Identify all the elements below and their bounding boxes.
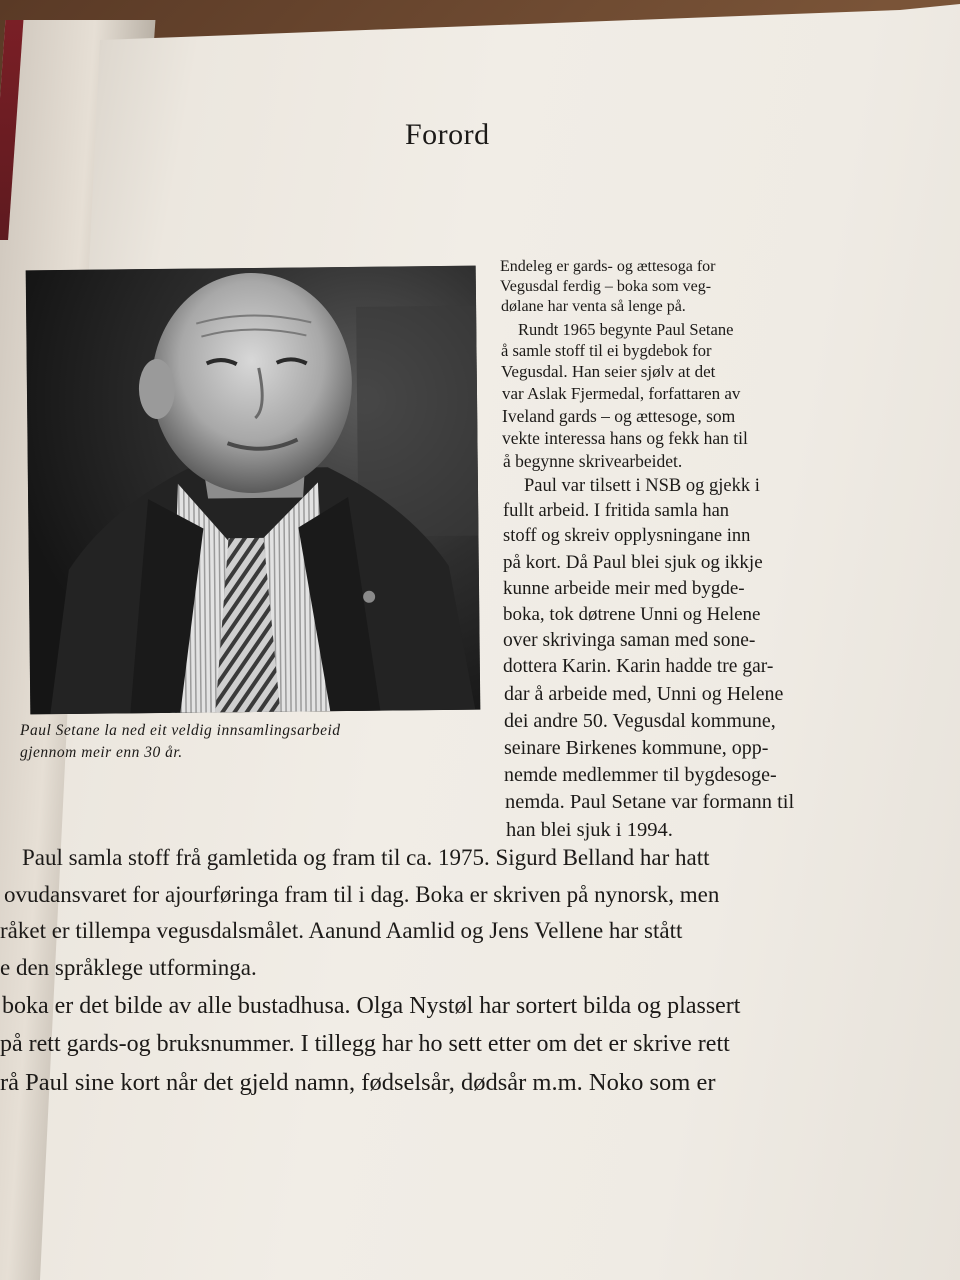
text-line: boka, tok døtrene Unni og Helene (503, 604, 761, 625)
text-line: nemda. Paul Setane var formann til (505, 791, 795, 813)
text-line: Endeleg er gards- og ættesoga for (500, 258, 716, 275)
text-line: dottera Karin. Karin hadde tre gar- (503, 656, 774, 677)
portrait-image (26, 266, 481, 715)
text-line: dølane har venta så lenge på. (501, 298, 686, 315)
text-line: dar å arbeide med, Unni og Helene (504, 683, 784, 705)
caption-line: gjennom meir enn 30 år. (20, 744, 183, 761)
text-line: råket er tillempa vegusdalsmålet. Aanund Aamlid og Jens Vellene har stått (0, 918, 683, 943)
text-line: på rett gards-og bruksnummer. I tillegg har ho sett etter om det er skrive rett (0, 1031, 730, 1057)
text-line: seinare Birkenes kommune, opp- (504, 737, 769, 759)
text-line: dei andre 50. Vegusdal kommune, (504, 710, 776, 732)
text-line: å samle stoff til ei bygdebok for (501, 341, 712, 360)
text-line: Vegusdal. Han seier sjølv at det (501, 362, 716, 381)
caption-line: Paul Setane la ned eit veldig innsamlingsarbeid (20, 722, 341, 739)
text-line: Vegusdal ferdig – boka som veg- (500, 278, 712, 295)
text-line: på kort. Då Paul blei sjuk og ikkje (503, 552, 763, 573)
text-line: rå Paul sine kort når det gjeld namn, fødselsår, dødsår m.m. Noko som er (0, 1069, 716, 1096)
text-line: Paul samla stoff frå gamletida og fram til ca. 1975. Sigurd Belland har hatt (22, 845, 710, 870)
text-line: over skrivinga saman med sone- (503, 630, 756, 651)
text-line: å begynne skrivearbeidet. (503, 451, 683, 471)
text-line: stoff og skreiv opplysningane inn (503, 526, 751, 546)
photo-caption (20, 720, 480, 764)
text-line: Rundt 1965 begynte Paul Setane (518, 320, 734, 339)
text-line: nemde medlemmer til bygdesoge- (504, 764, 777, 786)
text-line: ovudansvaret for ajourføringa fram til i dag. Boka er skriven på nynorsk, men (4, 882, 720, 907)
text-line: fullt arbeid. I fritida samla han (503, 501, 730, 521)
text-line: kunne arbeide meir med bygde- (503, 578, 745, 599)
portrait-photo (26, 266, 481, 715)
text-line: boka er det bilde av alle bustadhusa. Olga Nystøl har sortert bilda og plassert (2, 993, 741, 1019)
text-line: var Aslak Fjermedal, forfattaren av (502, 384, 741, 403)
text-line: Paul var tilsett i NSB og gjekk i (524, 476, 760, 496)
page-title: Forord (405, 118, 490, 151)
text-line: Iveland gards – og ættesoge, som (502, 406, 736, 426)
text-line: han blei sjuk i 1994. (506, 819, 673, 841)
text-line: vekte interessa hans og fekk han til (502, 428, 748, 448)
text-line: e den språklege utforminga. (0, 955, 257, 980)
